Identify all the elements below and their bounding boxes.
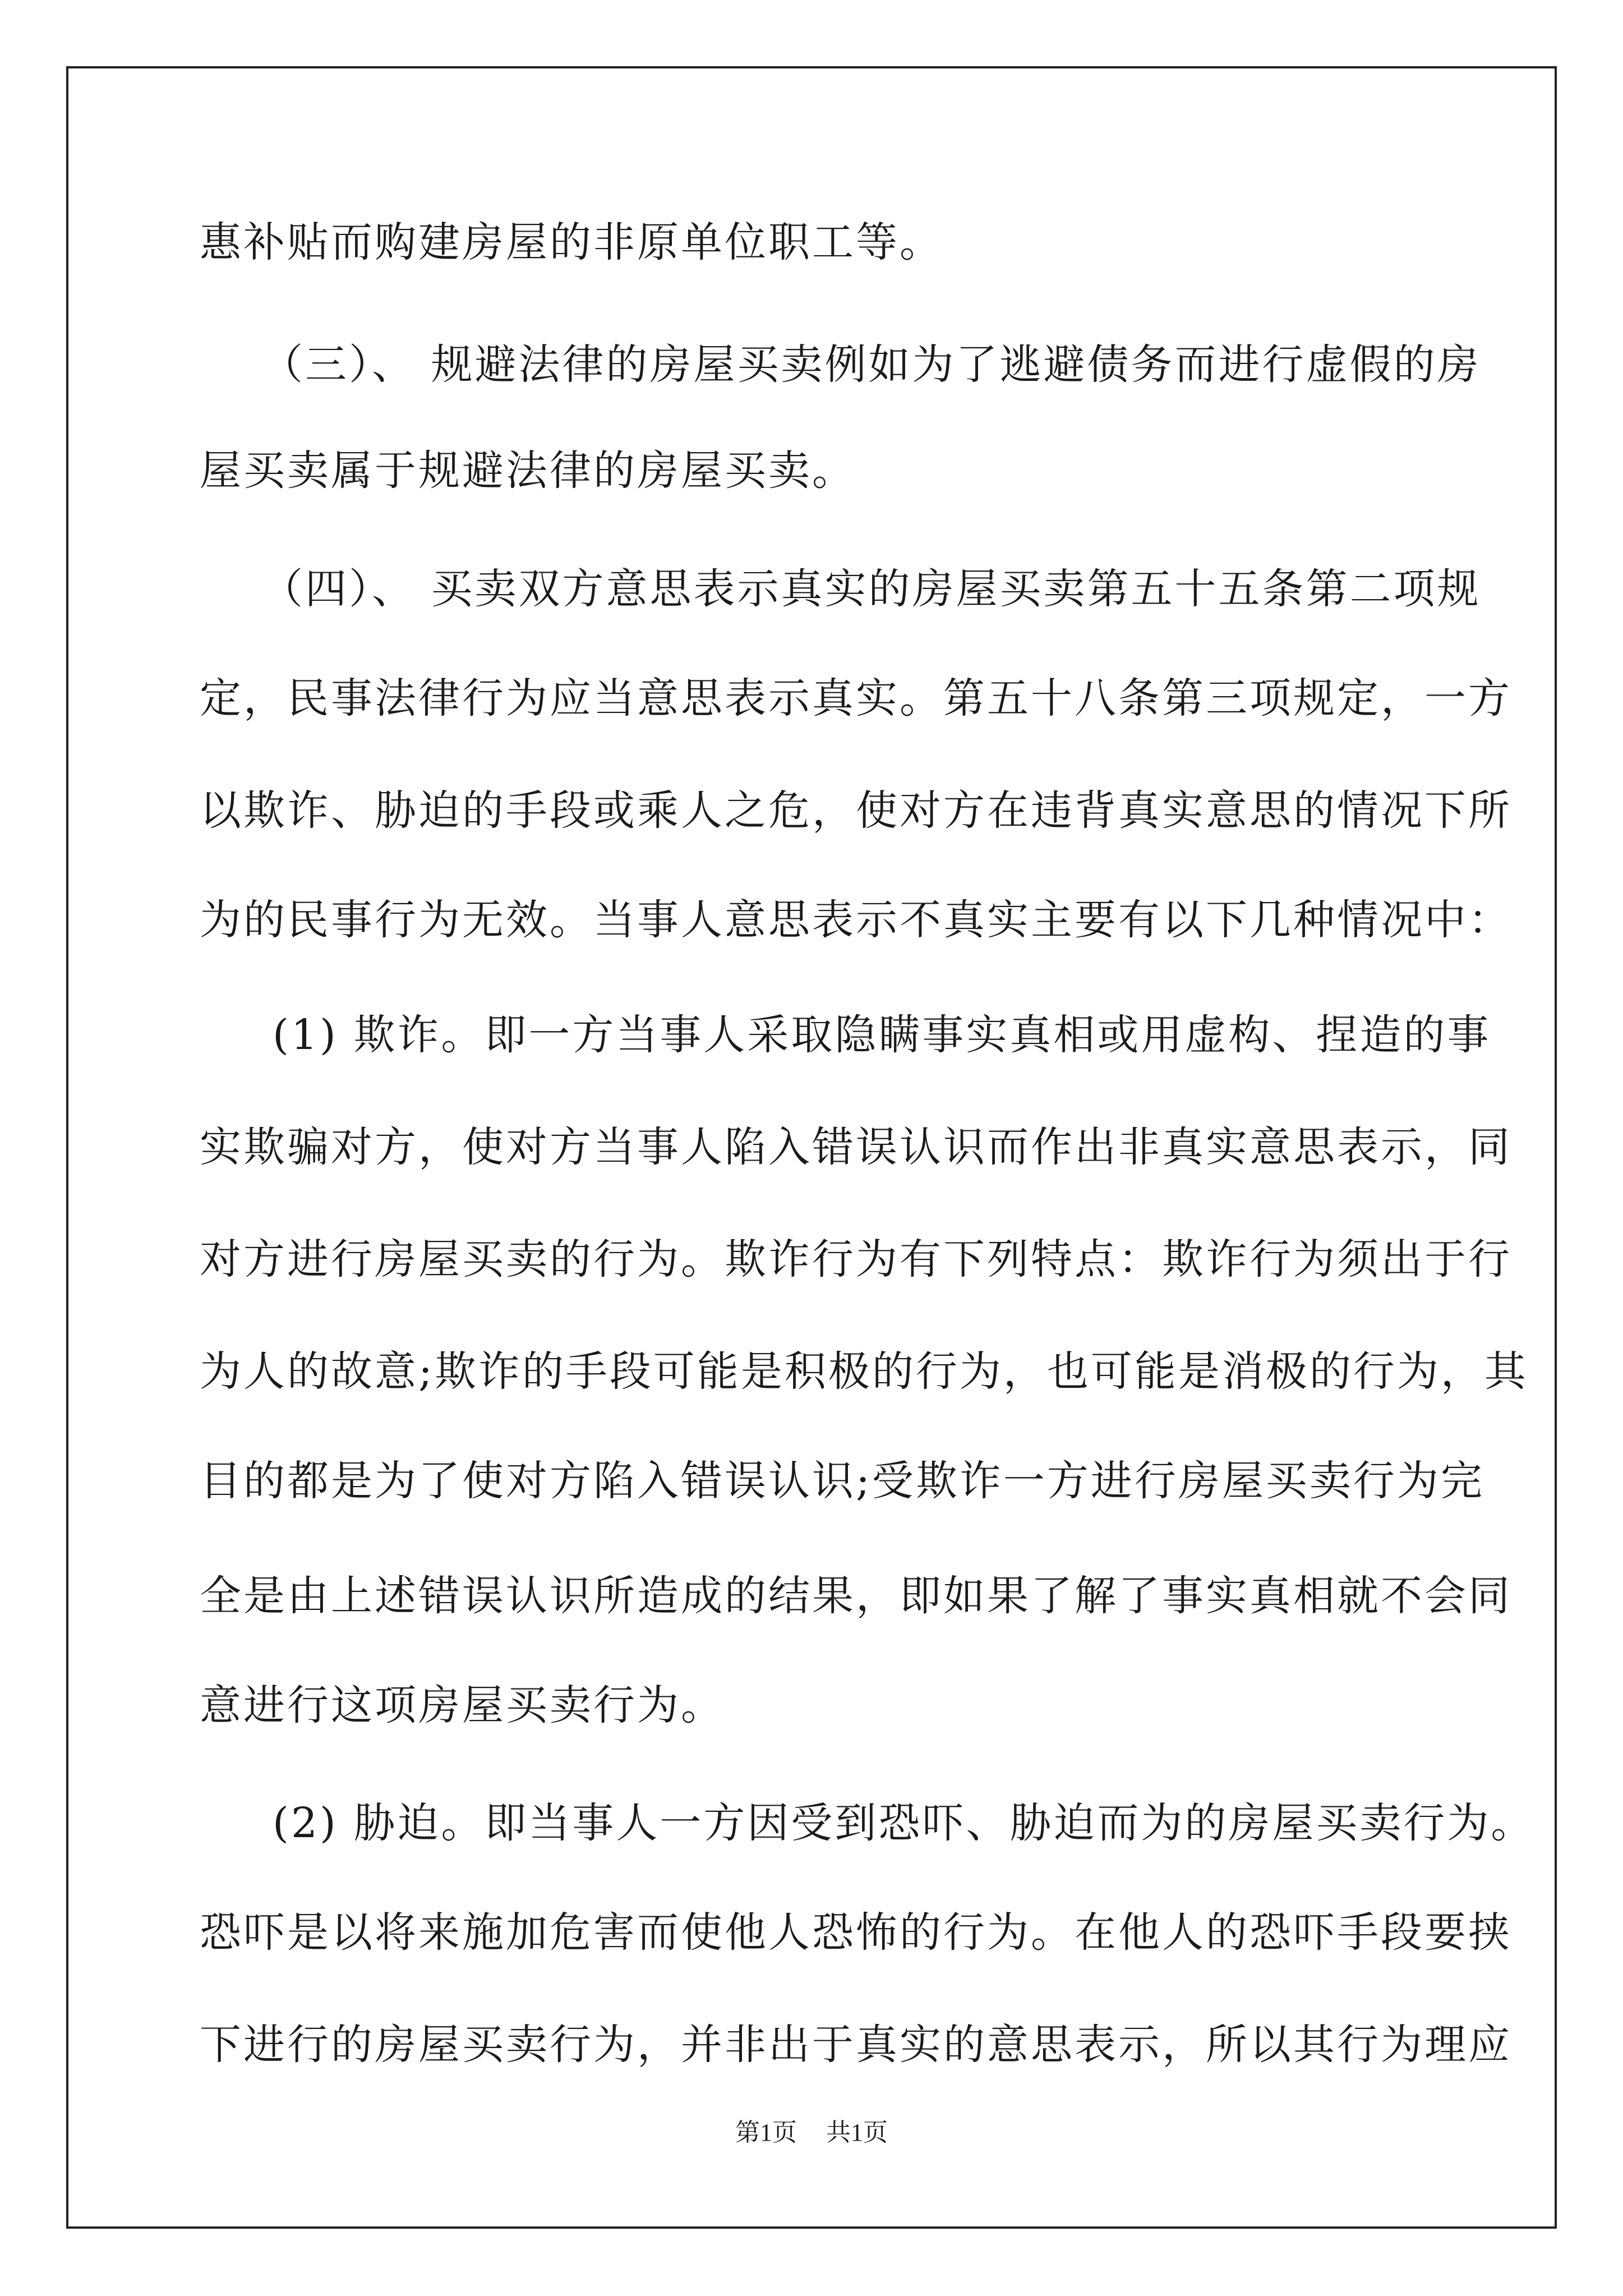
text-line: 为的民事行为无效。当事人意思表示不真实主要有以下几种情况中： <box>200 896 1512 944</box>
text-line: 为人的故意;欺诈的手段可能是积极的行为，也可能是消极的行为，其 <box>200 1347 1528 1396</box>
text-line: 全是由上述错误认识所造成的结果，即如果了解了事实真相就不会同 <box>200 1572 1512 1620</box>
text-line: 下进行的房屋买卖行为，并非出于真实的意思表示，所以其行为理应 <box>200 2021 1512 2069</box>
text-line: 屋买卖属于规避法律的房屋买卖。 <box>200 447 856 495</box>
page-total: 共1页 <box>826 2119 888 2146</box>
text-line: （四）、 买卖双方意思表示真实的房屋买卖第五十五条第二项规 <box>261 565 1481 613</box>
text-line: 意进行这项房屋买卖行为。 <box>200 1681 725 1729</box>
page-footer <box>0 2116 1623 2150</box>
text-line: （三）、 规避法律的房屋买卖例如为了逃避债务而进行虚假的房 <box>261 341 1481 389</box>
text-line: 实欺骗对方，使对方当事人陷入错误认识而作出非真实意思表示，同 <box>200 1123 1512 1171</box>
text-line: 定，民事法律行为应当意思表示真实。第五十八条第三项规定，一方 <box>200 674 1512 723</box>
text-line: (1) 欺诈。即一方当事人采取隐瞒事实真相或用虚构、捏造的事 <box>273 1011 1491 1059</box>
text-line: 恐吓是以将来施加危害而使他人恐怖的行为。在他人的恐吓手段要挟 <box>200 1908 1512 1957</box>
text-line: 惠补贴而购建房屋的非原单位职工等。 <box>200 218 943 266</box>
text-line: (2) 胁迫。即当事人一方因受到恐吓、胁迫而为的房屋买卖行为。 <box>273 1799 1535 1847</box>
text-line: 以欺诈、胁迫的手段或乘人之危，使对方在违背真实意思的情况下所 <box>200 786 1512 835</box>
text-line: 对方进行房屋买卖的行为。欺诈行为有下列特点：欺诈行为须出于行 <box>200 1235 1512 1283</box>
text-line: 目的都是为了使对方陷入错误认识;受欺诈一方进行房屋买卖行为完 <box>200 1457 1484 1505</box>
page-number: 第1页 <box>735 2119 797 2146</box>
